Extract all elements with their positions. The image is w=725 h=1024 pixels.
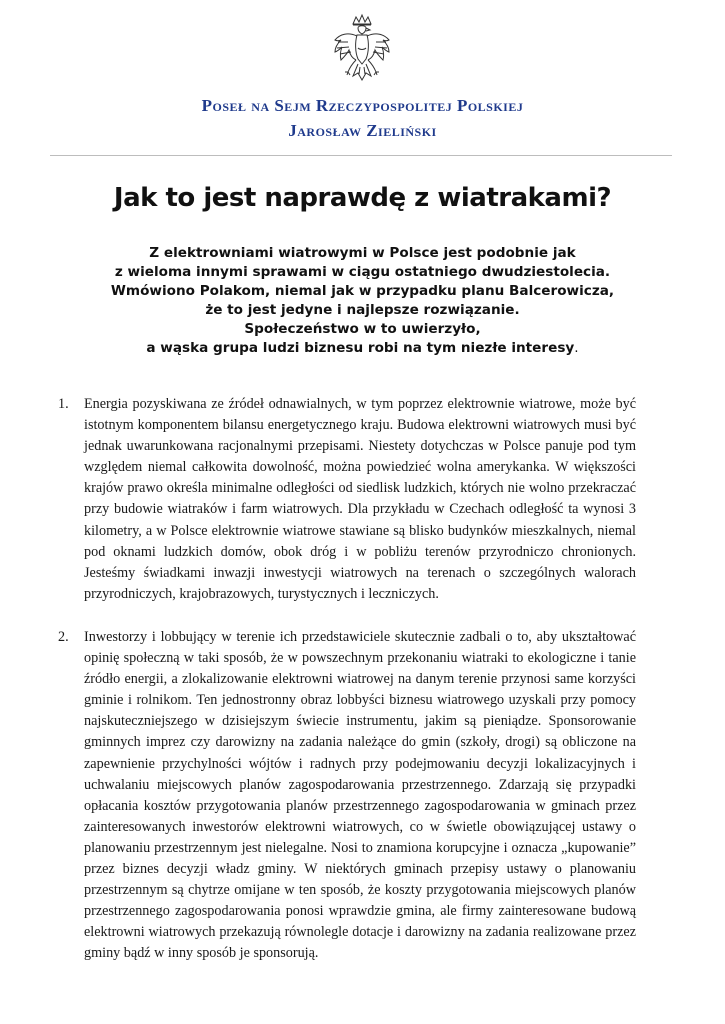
- list-item-number: 1.: [58, 396, 69, 412]
- lead-line: Wmówiono Polakom, niemal jak w przypadku planu Balcerowicza,: [110, 283, 615, 299]
- lead-line: Społeczeństwo w to uwierzyło,: [244, 321, 481, 337]
- numbered-list: [58, 394, 636, 964]
- list-item: [58, 627, 636, 965]
- list-item-number: 2.: [58, 628, 69, 645]
- document-title: Jak to jest naprawdę z wiatrakami?: [113, 183, 612, 213]
- list-item: [58, 394, 636, 605]
- office-title: Poseł na Sejm Rzeczypospolitej Polskiej: [201, 96, 524, 115]
- lead-line: Z elektrowniami wiatrowymi w Polsce jest podobnie jak: [149, 245, 576, 261]
- deputy-name: Jarosław Zieliński: [288, 121, 437, 140]
- lead-period: .: [574, 340, 579, 356]
- lead-line-last: [60, 339, 665, 358]
- list-item-text: Inwestorzy i lobbujący w terenie ich przedstawiciele skutecznie zadbali o to, aby ukształtować opinię społeczną w taki sposób, że w powszechnym przekonaniu wiatraki to ekologiczne i tanie źródło energii, a zlokalizowanie elektrowni wiatrowej na danym terenie przynosi same korzyści gminie i rolnikom. Ten jednostronny obraz lobbyści biznesu wiatrowego uzyskali przy pomocy najskuteczniejszego w dzisiejszym świecie instrumentu, jakim są pieniądze. Sponsorowanie gminnych imprez czy darowizny na zadania należące do gmin (szkoły, drogi) są obliczone na zapewnienie przychylności wójtów i radnych przy podejmowaniu decyzji lokalizacyjnych i uchwalaniu miejscowych planów zagospodarowania przestrzennego. Zdarzają się przypadki opłacania kosztów przygotowania planów przestrzennego zagospodarowania w gminach przez zainteresowanych inwestorów elektrowni wiatrowych, co w świetle obowiązującej ustawy o planowaniu przestrzennym jest nielegalne. Nosi to znamiona korupcyjne i oznacza „kupowanie” przez biznes decyzji władz gminy. W niektórych gminach przepisy ustawy o planowaniu przestrzennym są chytrze omijane w ten sposób, że koszty przygotowania miejscowych planów przestrzennego zagospodarowania ponosi wprawdzie gmina, ale firmy zainteresowane budową elektrowni wiatrowych przekazują równolegle dotacje i darowizny na zadania realizowane przez gminy bądź w inny sposób je sponsorują.: [84, 628, 636, 962]
- polish-eagle-emblem-icon: [322, 12, 402, 92]
- lead-paragraph: [60, 244, 665, 358]
- lead-line-text: a wąska grupa ludzi biznesu robi na tym niezłe interesy: [146, 340, 575, 356]
- header-divider: [50, 155, 672, 156]
- lead-line: z wieloma innymi sprawami w ciągu ostatniego dwudziestolecia.: [114, 264, 611, 280]
- lead-line: że to jest jedyne i najlepsze rozwiązanie.: [205, 302, 520, 318]
- list-item-text: Energia pozyskiwana ze źródeł odnawialnych, w tym poprzez elektrownie wiatrowe, może być istotnym komponentem bilansu energetycznego kraju. Budowa elektrowni wiatrowych musi być jednak uwarunkowana racjonalnymi przepisami. Niestety dotychczas w Polsce panuje pod tym względem niemal całkowita dowolność, można powiedzieć wolna amerykanka. W większości krajów prawo określa minimalne odległości od siedlisk ludzkich, których nie wolno przekraczać przy budowie wiatraków i farm wiatrowych. Dla przykładu w Czechach odległość ta wynosi 3 kilometry, a w Polsce elektrownie wiatrowe stawiane są blisko budynków mieszkalnych, niemal pod oknami ludzkich domów, obok dróg i w pobliżu terenów przyrodniczo chronionych. Jesteśmy świadkami inwazji inwestycji wiatrowych na terenach o szczególnych walorach przyrodniczych, krajobrazowych, turystycznych i leczniczych.: [84, 396, 636, 602]
